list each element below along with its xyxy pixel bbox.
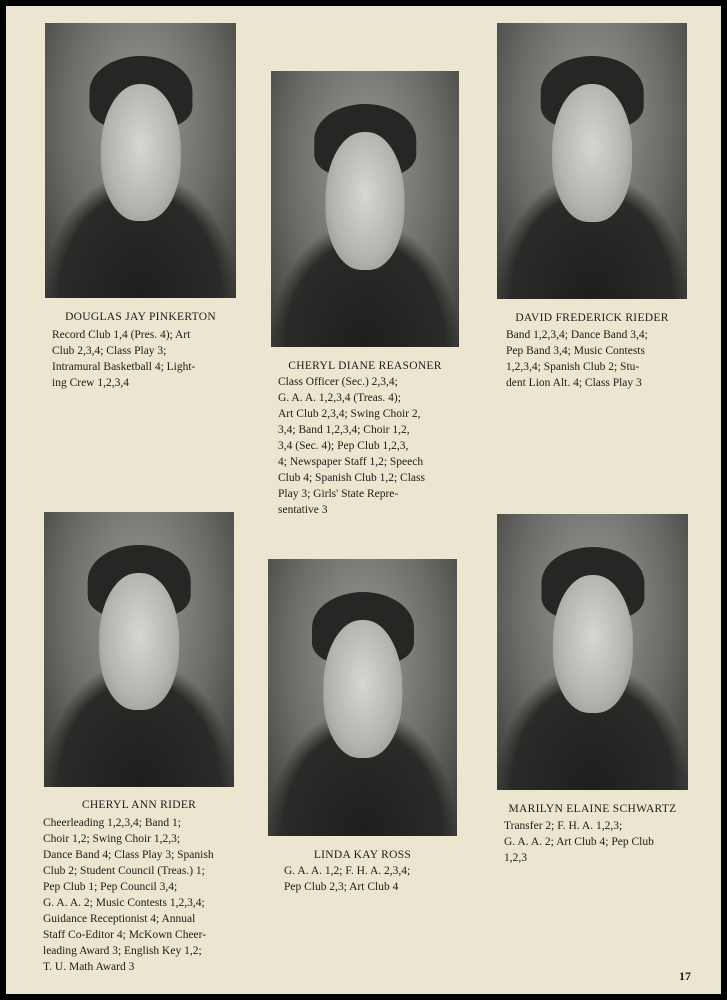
student-name: DAVID FREDERICK RIEDER <box>515 312 669 324</box>
student-activities: Record Club 1,4 (Pres. 4); Art Club 2,3,4; Class Play 3; Intramural Basketball 4; Light- ing Crew 1,2,3,4 <box>52 329 196 389</box>
student-name: MARILYN ELAINE SCHWARTZ <box>508 803 677 815</box>
student-activities: Transfer 2; F. H. A. 1,2,3; G. A. A. 2; Art Club 4; Pep Club 1,2,3 <box>504 820 654 864</box>
portrait-photo <box>497 514 688 790</box>
student-activities: G. A. A. 1,2; F. H. A. 2,3,4; Pep Club 2,3; Art Club 4 <box>284 865 411 893</box>
yearbook-page <box>6 6 721 994</box>
portrait-photo <box>497 23 687 299</box>
student-activities: Class Officer (Sec.) 2,3,4; G. A. A. 1,2,3,4 (Treas. 4); Art Club 2,3,4; Swing Choir 2, 3,4; Band 1,2,3,4; Choir 1,2, 3,4 (Sec. 4); Pep Club 1,2,3, 4; Newspaper Staff 1,2; Speech Club 4; Spanish Club 1,2; Class Play 3; Girls' State Repre- sentative 3 <box>278 376 425 516</box>
student-name: CHERYL ANN RIDER <box>81 799 197 811</box>
student-activities: Cheerleading 1,2,3,4; Band 1; Choir 1,2; Swing Choir 1,2,3; Dance Band 4; Class Play 3; Spanish Club 2; Student Council (Treas.) 1; Pep Club 1; Pep Council 3,4; G. A. A. 2; Music Contests 1,2,3,4; Guidance Receptionist 4; Annual Staff Co-Editor 4; McKown Cheer- leading Award 3; English Key 1,2; T. U. Math Award 3 <box>43 817 214 973</box>
student-name: CHERYL DIANE REASONER <box>288 360 442 372</box>
student-name: DOUGLAS JAY PINKERTON <box>65 311 216 323</box>
student-name: LINDA KAY ROSS <box>313 849 412 861</box>
portrait-photo <box>45 23 236 298</box>
student-activities: Band 1,2,3,4; Dance Band 3,4; Pep Band 3,4; Music Contests 1,2,3,4; Spanish Club 2; Stu- dent Lion Alt. 4; Class Play 3 <box>506 329 648 389</box>
portrait-photo <box>271 71 459 347</box>
portrait-photo <box>44 512 234 787</box>
page-number: 17 <box>679 969 691 983</box>
portrait-photo <box>268 559 457 836</box>
